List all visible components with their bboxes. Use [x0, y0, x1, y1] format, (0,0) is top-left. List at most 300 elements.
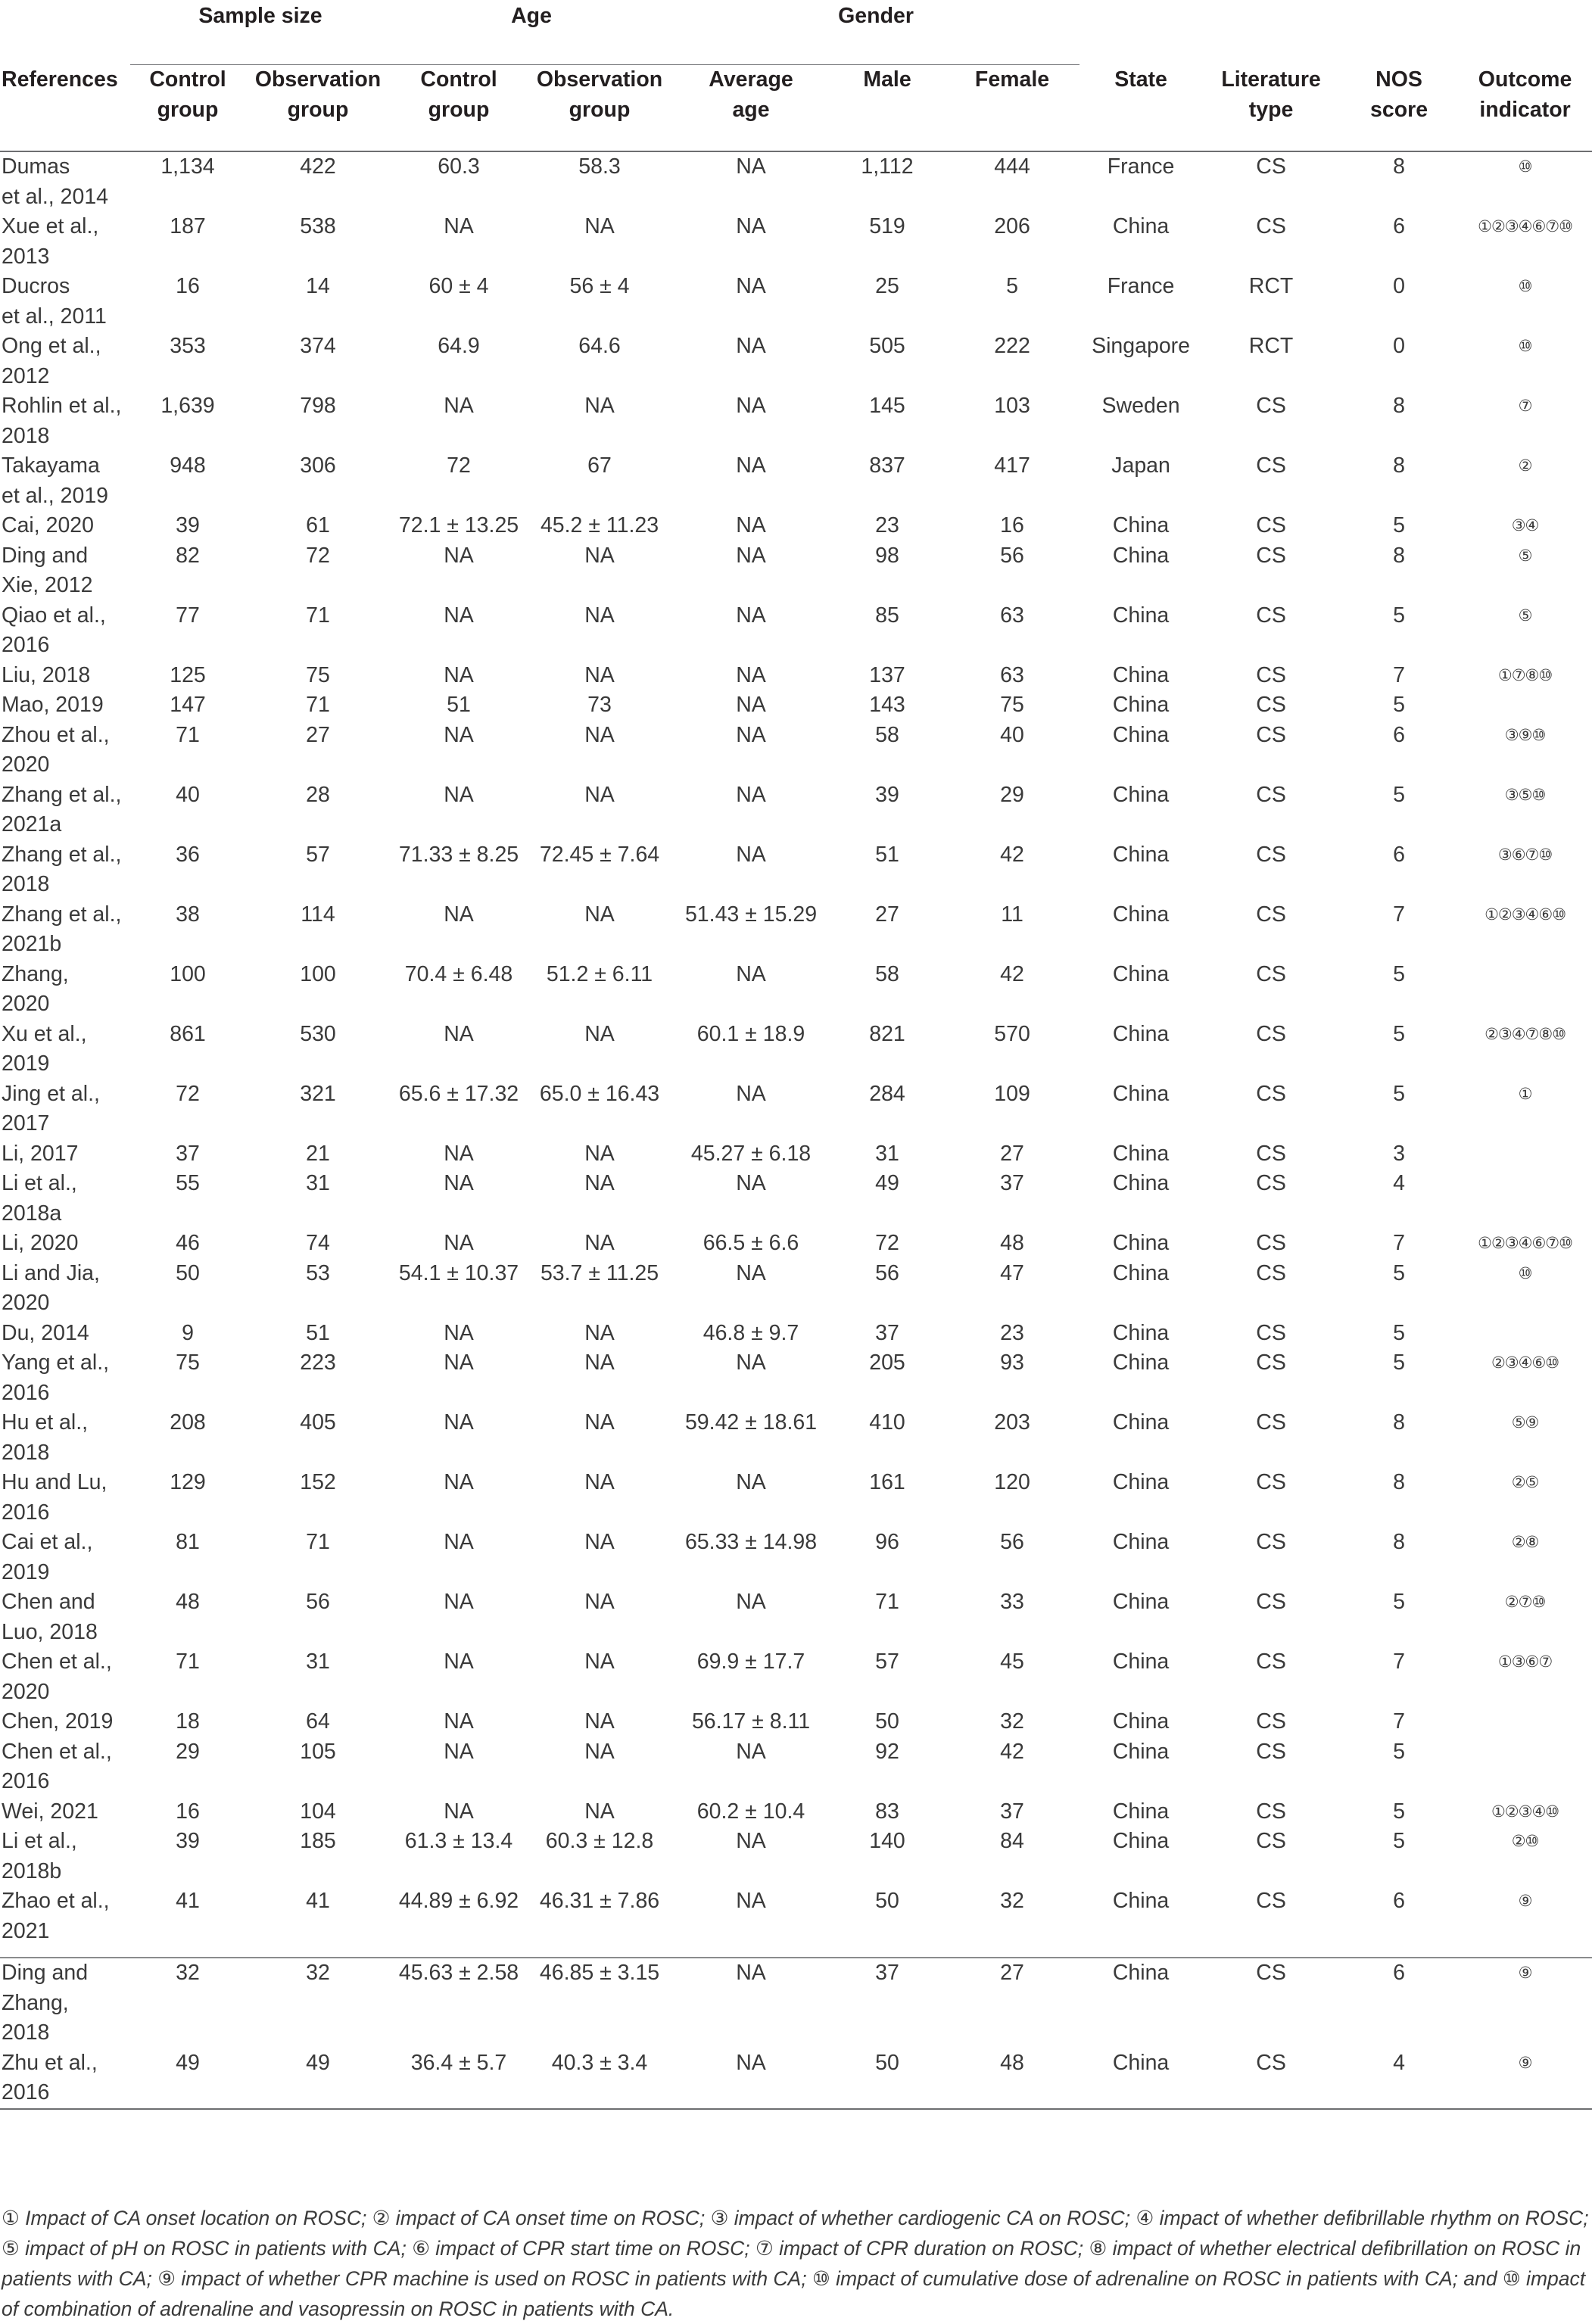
cell-reference: Zhou et al., 2020: [2, 722, 110, 777]
cell-ss-observation: 64: [306, 1709, 330, 1734]
cell-literature-type: CS: [1256, 394, 1286, 418]
cell-male: 23: [875, 513, 899, 537]
cell-reference: Zhu et al., 2016: [0, 2048, 130, 2109]
cell-age-control: NA: [444, 1650, 474, 1674]
cell-age-control: 61.3 ± 13.4: [404, 1829, 513, 1853]
cell-outcome-indicator: ①②③④⑥⑩: [1485, 905, 1566, 924]
cell-nos-score: 5: [1393, 693, 1405, 717]
cell-reference: Li, 2017: [2, 1141, 79, 1166]
cell-average-age: NA: [736, 961, 766, 986]
cell-ss-observation: 538: [300, 214, 336, 238]
column-header-age-control: Control group: [391, 65, 527, 151]
cell-female: 45: [1000, 1650, 1024, 1674]
cell-age-control: 45.63 ± 2.58: [391, 1958, 527, 2048]
cell-age-control: NA: [444, 1530, 474, 1554]
cell-reference: Cai et al., 2019: [2, 1530, 93, 1584]
cell-ss-control: 40: [176, 782, 200, 807]
cell-ss-observation: 798: [300, 394, 336, 418]
cell-age-observation: NA: [584, 1799, 615, 1824]
cell-female: 32: [1000, 1709, 1024, 1734]
cell-literature-type: RCT: [1248, 274, 1294, 298]
cell-ss-control: 129: [170, 1470, 206, 1494]
cell-outcome-indicator: ②⑧: [1511, 1534, 1539, 1551]
cell-literature-type: CS: [1256, 214, 1286, 238]
cell-nos-score: 7: [1393, 1650, 1405, 1674]
cell-age-observation: NA: [584, 1141, 615, 1166]
cell-ss-control: 353: [170, 334, 206, 358]
cell-average-age: NA: [736, 722, 766, 747]
cell-age-control: NA: [444, 543, 474, 568]
table-row: [0, 1020, 1592, 1079]
cell-age-observation: 53.7 ± 11.25: [540, 1260, 659, 1285]
column-header-female: Female: [945, 65, 1080, 151]
cell-ss-observation: 53: [306, 1260, 330, 1285]
cell-male: 137: [869, 662, 905, 687]
cell-ss-control: 48: [176, 1590, 200, 1614]
cell-ss-observation: 31: [306, 1171, 330, 1195]
table-row: [0, 1348, 1592, 1408]
cell-ss-control: 37: [176, 1141, 200, 1166]
cell-nos-score: 6: [1340, 1958, 1458, 2048]
table-body: [0, 151, 1592, 2109]
cell-literature-type: CS: [1256, 1889, 1286, 1913]
cell-average-age: 59.42 ± 18.61: [684, 1410, 818, 1435]
table-row: [0, 2048, 1592, 2109]
cell-reference: Ding and Xie, 2012: [2, 543, 93, 597]
cell-ss-observation: 100: [300, 961, 336, 986]
cell-female: 56: [1000, 1530, 1024, 1554]
cell-male: 58: [875, 961, 899, 986]
cell-male: 39: [875, 782, 899, 807]
cell-average-age: NA: [736, 453, 766, 478]
table-row: [0, 1587, 1592, 1647]
cell-nos-score: 8: [1393, 543, 1405, 568]
cell-state: China: [1112, 1320, 1170, 1345]
cell-reference: Mao, 2019: [2, 693, 104, 717]
column-header-references: References: [0, 65, 130, 151]
cell-female: 444: [994, 154, 1030, 179]
cell-male: 37: [875, 1320, 899, 1345]
cell-ss-observation: 422: [300, 154, 336, 179]
cell-age-control: 72: [447, 453, 471, 478]
cell-outcome-indicator: ③⑤⑩: [1504, 786, 1546, 804]
cell-nos-score: 6: [1393, 214, 1405, 238]
cell-ss-observation: 41: [306, 1889, 330, 1913]
cell-age-observation: NA: [584, 1739, 615, 1764]
cell-ss-control: 55: [176, 1171, 200, 1195]
cell-age-control: NA: [444, 214, 474, 238]
table-row: [0, 1827, 1592, 1886]
cell-reference: Zhang et al., 2021a: [2, 782, 122, 836]
table-row: [0, 1886, 1592, 1958]
cell-outcome-indicator: ⑤: [1518, 606, 1532, 625]
cell-state: China: [1112, 662, 1170, 687]
cell-age-observation: NA: [584, 722, 615, 747]
cell-outcome-indicator: ⑤⑨: [1511, 1414, 1539, 1431]
cell-state: China: [1112, 842, 1170, 867]
cell-nos-score: 6: [1393, 842, 1405, 867]
cell-ss-control: 82: [176, 543, 200, 568]
cell-reference: Zhao et al., 2021: [2, 1889, 110, 1943]
cell-ss-observation: 57: [306, 842, 330, 867]
cell-age-control: 60 ± 4: [428, 274, 489, 298]
header-empty-cell: [1080, 2, 1592, 65]
cell-outcome-indicator: ①②③④⑥⑦⑩: [1478, 1235, 1572, 1252]
cell-outcome-indicator: ②⑤: [1511, 1474, 1539, 1491]
cell-male: 96: [875, 1530, 899, 1554]
cell-female: 42: [1000, 961, 1024, 986]
table-row: [0, 1707, 1592, 1737]
cell-ss-control: 49: [130, 2048, 245, 2109]
cell-reference: Qiao et al., 2016: [2, 603, 106, 657]
cell-state: China: [1112, 782, 1170, 807]
cell-age-control: NA: [444, 782, 474, 807]
cell-ss-observation: 31: [306, 1650, 330, 1674]
cell-ss-control: 39: [176, 513, 200, 537]
cell-ss-control: 948: [170, 453, 206, 478]
cell-reference: Chen, 2019: [2, 1709, 114, 1734]
cell-male: 51: [875, 842, 899, 867]
cell-female: 27: [1000, 1141, 1024, 1166]
cell-age-control: NA: [444, 603, 474, 628]
cell-age-control: NA: [444, 1231, 474, 1255]
cell-average-age: NA: [736, 394, 766, 418]
cell-female: 16: [1000, 513, 1024, 537]
cell-nos-score: 0: [1393, 334, 1405, 358]
cell-state: China: [1112, 1231, 1170, 1255]
cell-age-control: 44.89 ± 6.92: [398, 1889, 519, 1913]
cell-outcome-indicator: [1458, 1319, 1592, 1349]
cell-reference: Chen and Luo, 2018: [2, 1590, 98, 1644]
cell-age-observation: NA: [584, 1709, 615, 1734]
cell-ss-observation: 75: [306, 662, 330, 687]
cell-nos-score: 7: [1393, 902, 1405, 927]
cell-male: 1,112: [861, 154, 914, 179]
cell-ss-control: 46: [176, 1231, 200, 1255]
cell-outcome-indicator: ②: [1518, 457, 1532, 475]
cell-average-age: NA: [736, 1081, 766, 1106]
cell-state: China: [1112, 1709, 1170, 1734]
cell-female: 33: [1000, 1590, 1024, 1614]
cell-male: 143: [869, 693, 905, 717]
cell-average-age: NA: [736, 1739, 766, 1764]
table-row: [0, 1528, 1592, 1587]
table-row: [0, 721, 1592, 780]
cell-ss-control: 147: [170, 693, 206, 717]
cell-reference: Li et al., 2018b: [2, 1829, 77, 1883]
cell-age-observation: 56 ± 4: [569, 274, 630, 298]
cell-age-observation: 45.2 ± 11.23: [540, 513, 659, 537]
cell-male: 410: [869, 1410, 905, 1435]
cell-literature-type: CS: [1256, 1260, 1286, 1285]
cell-male: 161: [869, 1470, 905, 1494]
cell-male: 284: [869, 1081, 905, 1106]
cell-state: China: [1112, 693, 1170, 717]
cell-outcome-indicator: [1458, 1169, 1592, 1229]
cell-age-observation: 72.45 ± 7.64: [539, 842, 660, 867]
table-row: [0, 391, 1592, 451]
cell-literature-type: CS: [1256, 543, 1286, 568]
table-row: [0, 212, 1592, 272]
cell-female: 63: [1000, 662, 1024, 687]
cell-reference: Takayama et al., 2019: [2, 453, 109, 508]
cell-literature-type: CS: [1256, 1470, 1286, 1494]
cell-nos-score: 5: [1393, 782, 1405, 807]
cell-outcome-indicator: ③⑨⑩: [1504, 726, 1546, 744]
cell-age-observation: NA: [584, 394, 615, 418]
cell-outcome-indicator: [1458, 1139, 1592, 1170]
cell-state: China: [1112, 1530, 1170, 1554]
cell-nos-score: 5: [1393, 1081, 1405, 1106]
cell-state: China: [1112, 543, 1170, 568]
cell-male: 92: [875, 1739, 899, 1764]
cell-age-control: NA: [444, 1320, 474, 1345]
cell-average-age: NA: [736, 543, 766, 568]
cell-ss-control: 16: [176, 274, 200, 298]
table-row: [0, 1737, 1592, 1797]
cell-age-observation: NA: [584, 1320, 615, 1345]
cell-nos-score: 5: [1393, 603, 1405, 628]
cell-literature-type: CS: [1256, 1081, 1286, 1106]
cell-age-control: 64.9: [438, 334, 480, 358]
cell-nos-score: 5: [1393, 1799, 1405, 1824]
cell-age-control: NA: [444, 1590, 474, 1614]
cell-age-observation: 46.85 ± 3.15: [527, 1958, 672, 2048]
group-header-age: Age: [391, 2, 672, 65]
cell-reference: Du, 2014: [2, 1320, 89, 1345]
column-header-male: Male: [830, 65, 945, 151]
cell-male: 71: [875, 1590, 899, 1614]
cell-ss-control: 75: [176, 1350, 200, 1375]
cell-male: 98: [875, 543, 899, 568]
cell-state: China: [1112, 1141, 1170, 1166]
cell-literature-type: CS: [1202, 1958, 1340, 2048]
cell-ss-observation: 530: [300, 1021, 336, 1046]
cell-literature-type: CS: [1256, 1530, 1286, 1554]
cell-average-age: NA: [736, 1889, 766, 1913]
cell-average-age: NA: [736, 1260, 766, 1285]
table-row: [0, 960, 1592, 1020]
cell-state: China: [1080, 1958, 1202, 2048]
cell-ss-control: 18: [176, 1709, 200, 1734]
cell-ss-observation: 114: [301, 902, 335, 927]
table-row: [0, 661, 1592, 691]
cell-state: Sweden: [1101, 394, 1180, 418]
cell-ss-control: 100: [170, 961, 206, 986]
cell-female: 203: [994, 1410, 1030, 1435]
cell-state: China: [1112, 1590, 1170, 1614]
cell-reference: Zhang, 2020: [2, 961, 69, 1016]
cell-reference: Xu et al., 2019: [2, 1021, 87, 1076]
cell-ss-observation: 152: [300, 1470, 336, 1494]
column-header-literature-type: Literature type: [1202, 65, 1340, 151]
column-header-average-age: Average age: [672, 65, 830, 151]
table-row: [0, 1797, 1592, 1827]
cell-female: 109: [994, 1081, 1030, 1106]
cell-average-age: NA: [736, 154, 766, 179]
table-row: [0, 1259, 1592, 1319]
cell-ss-control: 36: [176, 842, 200, 867]
cell-literature-type: CS: [1256, 1799, 1286, 1824]
cell-ss-control: 39: [176, 1829, 200, 1853]
cell-literature-type: CS: [1256, 961, 1286, 986]
cell-male: 37: [830, 1958, 945, 2048]
cell-ss-observation: 71: [306, 603, 330, 628]
cell-nos-score: 5: [1393, 1260, 1405, 1285]
cell-female: 103: [994, 394, 1030, 418]
cell-female: 11: [1001, 902, 1023, 927]
cell-nos-score: 8: [1393, 394, 1405, 418]
cell-female: 37: [1000, 1171, 1024, 1195]
cell-average-age: NA: [736, 214, 766, 238]
cell-ss-control: 41: [176, 1889, 200, 1913]
cell-male: 505: [869, 334, 905, 358]
cell-average-age: NA: [736, 1590, 766, 1614]
cell-average-age: 56.17 ± 8.11: [691, 1709, 811, 1734]
cell-age-observation: NA: [584, 1650, 615, 1674]
table-row: [0, 511, 1592, 541]
cell-age-control: 36.4 ± 5.7: [391, 2048, 527, 2109]
cell-age-observation: 65.0 ± 16.43: [539, 1081, 660, 1106]
cell-age-control: NA: [444, 662, 474, 687]
cell-age-control: NA: [444, 722, 474, 747]
cell-male: 56: [875, 1260, 899, 1285]
cell-nos-score: 8: [1393, 154, 1405, 179]
cell-ss-observation: 405: [300, 1410, 336, 1435]
column-header-nos-score: NOS score: [1340, 65, 1458, 151]
cell-ss-observation: 185: [300, 1829, 336, 1853]
table-row: [0, 272, 1592, 332]
cell-literature-type: CS: [1256, 1320, 1286, 1345]
cell-average-age: 60.1 ± 18.9: [696, 1021, 805, 1046]
cell-age-observation: NA: [584, 543, 615, 568]
cell-outcome-indicator: ②③④⑦⑧⑩: [1485, 1025, 1566, 1043]
cell-age-observation: NA: [584, 782, 615, 807]
cell-ss-control: 1,134: [160, 154, 215, 179]
cell-literature-type: CS: [1256, 1231, 1286, 1255]
cell-ss-observation: 72: [306, 543, 330, 568]
cell-ss-observation: 14: [306, 274, 330, 298]
cell-reference: Jing et al., 2017: [2, 1081, 100, 1136]
cell-nos-score: 5: [1393, 513, 1405, 537]
cell-male: 31: [875, 1141, 899, 1166]
cell-outcome-indicator: ③④: [1511, 517, 1539, 534]
table-row: [0, 1958, 1592, 2048]
cell-state: China: [1112, 1021, 1170, 1046]
cell-outcome-indicator: ⑨: [1458, 2048, 1592, 2109]
cell-ss-observation: 49: [245, 2048, 391, 2109]
cell-male: 50: [830, 2048, 945, 2109]
cell-nos-score: 5: [1393, 1350, 1405, 1375]
cell-literature-type: RCT: [1248, 334, 1294, 358]
cell-nos-score: 7: [1393, 1709, 1405, 1734]
cell-ss-observation: 104: [300, 1799, 336, 1824]
cell-outcome-indicator: [1458, 960, 1592, 1020]
table-header: [0, 2, 1592, 151]
table-row: [0, 1408, 1592, 1468]
cell-nos-score: 5: [1393, 1021, 1405, 1046]
cell-literature-type: CS: [1256, 1141, 1286, 1166]
cell-outcome-indicator: ⑤: [1518, 547, 1532, 565]
cell-age-control: NA: [444, 1470, 474, 1494]
cell-age-observation: 51.2 ± 6.11: [546, 961, 653, 986]
cell-age-control: 70.4 ± 6.48: [404, 961, 513, 986]
column-header-ss-control: Control group: [130, 65, 245, 151]
cell-female: 42: [1000, 1739, 1024, 1764]
cell-reference: Liu, 2018: [2, 662, 91, 687]
cell-average-age: NA: [736, 693, 766, 717]
cell-age-observation: NA: [584, 1231, 615, 1255]
cell-state: China: [1112, 1260, 1170, 1285]
cell-ss-observation: 306: [300, 453, 336, 478]
cell-literature-type: CS: [1256, 603, 1286, 628]
cell-female: 120: [994, 1470, 1030, 1494]
cell-female: 570: [994, 1021, 1030, 1046]
cell-outcome-indicator: ⑨: [1518, 1893, 1532, 1910]
cell-average-age: NA: [736, 1350, 766, 1375]
cell-average-age: 66.5 ± 6.6: [703, 1231, 799, 1255]
cell-nos-score: 5: [1393, 1829, 1405, 1853]
cell-age-observation: 46.31 ± 7.86: [539, 1889, 660, 1913]
cell-female: 29: [1000, 782, 1024, 807]
cell-female: 40: [1000, 722, 1024, 747]
cell-reference: Hu et al., 2018: [2, 1410, 89, 1465]
cell-outcome-indicator: [1458, 690, 1592, 721]
cell-state: France: [1107, 154, 1175, 179]
cell-average-age: 65.33 ± 14.98: [684, 1530, 818, 1554]
cell-male: 49: [875, 1171, 899, 1195]
cell-state: China: [1112, 1171, 1170, 1195]
cell-ss-observation: 51: [306, 1320, 330, 1345]
cell-age-control: 54.1 ± 10.37: [398, 1260, 519, 1285]
cell-ss-control: 38: [176, 902, 200, 927]
cell-average-age: 46.8 ± 9.7: [703, 1320, 799, 1345]
cell-state: China: [1112, 603, 1170, 628]
cell-age-observation: 73: [587, 693, 612, 717]
cell-age-observation: NA: [584, 1350, 615, 1375]
cell-ss-control: 187: [170, 214, 206, 238]
cell-ss-observation: 105: [300, 1739, 336, 1764]
cell-ss-observation: 61: [306, 513, 330, 537]
cell-male: 27: [875, 902, 899, 927]
cell-average-age: 60.2 ± 10.4: [696, 1799, 805, 1824]
cell-outcome-indicator: ②⑦⑩: [1504, 1593, 1546, 1611]
column-header-ss-observation: Observation group: [245, 65, 391, 151]
cell-female: 75: [1000, 693, 1024, 717]
cell-average-age: 69.9 ± 17.7: [696, 1650, 805, 1674]
cell-nos-score: 7: [1393, 662, 1405, 687]
cell-ss-observation: 32: [245, 1958, 391, 2048]
cell-outcome-indicator: ①③⑥⑦: [1497, 1653, 1553, 1671]
table-row: [0, 1468, 1592, 1528]
cell-reference: Ding and Zhang, 2018: [0, 1958, 130, 2048]
cell-average-age: NA: [672, 2048, 830, 2109]
cell-nos-score: 5: [1393, 1590, 1405, 1614]
cell-literature-type: CS: [1256, 1829, 1286, 1853]
cell-ss-observation: 321: [300, 1081, 336, 1106]
group-header-gender: Gender: [672, 2, 1080, 65]
cell-ss-control: 71: [176, 1650, 200, 1674]
cell-outcome-indicator: ⑩: [1518, 278, 1532, 295]
cell-average-age: NA: [736, 603, 766, 628]
cell-age-control: 51: [447, 693, 471, 717]
table-row: [0, 1169, 1592, 1229]
column-header-state: State: [1080, 65, 1202, 151]
cell-male: 837: [869, 453, 905, 478]
cell-state: China: [1112, 1081, 1170, 1106]
cell-literature-type: CS: [1256, 1171, 1286, 1195]
cell-ss-control: 1,639: [160, 394, 215, 418]
